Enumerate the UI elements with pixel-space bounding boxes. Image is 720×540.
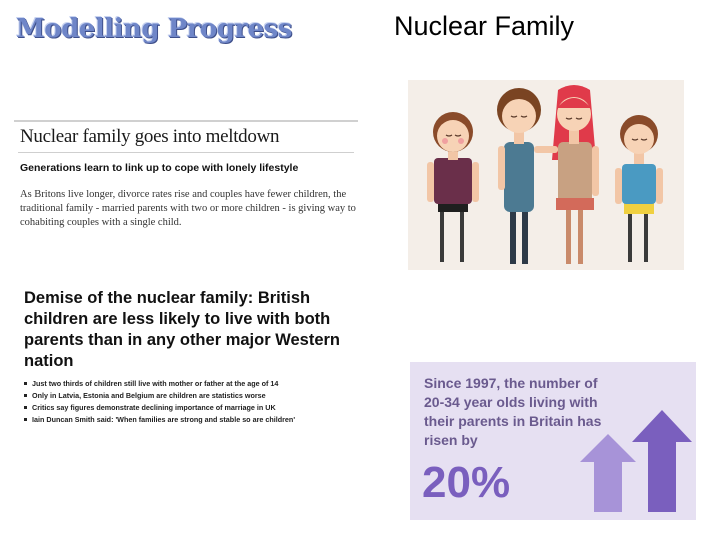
bullet-item: Just two thirds of children still live with mother or father at the age of 14 [24, 378, 368, 390]
clipping-subheadline: Generations learn to link up to cope with lonely lifestyle [20, 162, 299, 174]
statistic-infographic [410, 362, 696, 520]
clipping-headline: Demise of the nuclear family: British children are less likely to live with both parents than in any other major Western nation [24, 289, 341, 370]
man-figure [497, 88, 550, 264]
woman-figure [544, 85, 599, 264]
infographic-percent: 20% [422, 458, 511, 507]
clipping-body: As Britons live longer, divorce rates rise and couples have fewer children, the traditional family - married parents with two or more children - is giving way to cohabiting couples with a single child. [20, 189, 356, 228]
clipping-headline: Nuclear family goes into meltdown [20, 126, 280, 147]
rising-arrows [578, 408, 696, 514]
arrow-up-small-icon [580, 434, 636, 512]
clipping-divider [18, 152, 354, 153]
modelling-progress-logo [16, 10, 292, 48]
news-clipping-meltdown [14, 120, 358, 234]
clipping-bullet-list [24, 378, 368, 426]
arrow-up-large-icon [632, 410, 692, 512]
slide-title: Nuclear Family [394, 11, 575, 41]
boy-figure [615, 115, 663, 262]
bullet-item: Iain Duncan Smith said: 'When families are strong and stable so are children' [24, 414, 368, 426]
family-svg [408, 80, 684, 270]
infographic-text: Since 1997, the number of 20-34 year olds living with their parents in Britain has risen by [424, 375, 602, 448]
family-illustration [408, 80, 684, 270]
bullet-item: Only in Latvia, Estonia and Belgium are children are statistics worse [24, 390, 368, 402]
news-clipping-demise [18, 288, 368, 434]
girl-figure [427, 112, 479, 262]
logo-text: Modelling Progress [16, 14, 292, 44]
bullet-item: Critics say figures demonstrate declining importance of marriage in UK [24, 402, 368, 414]
